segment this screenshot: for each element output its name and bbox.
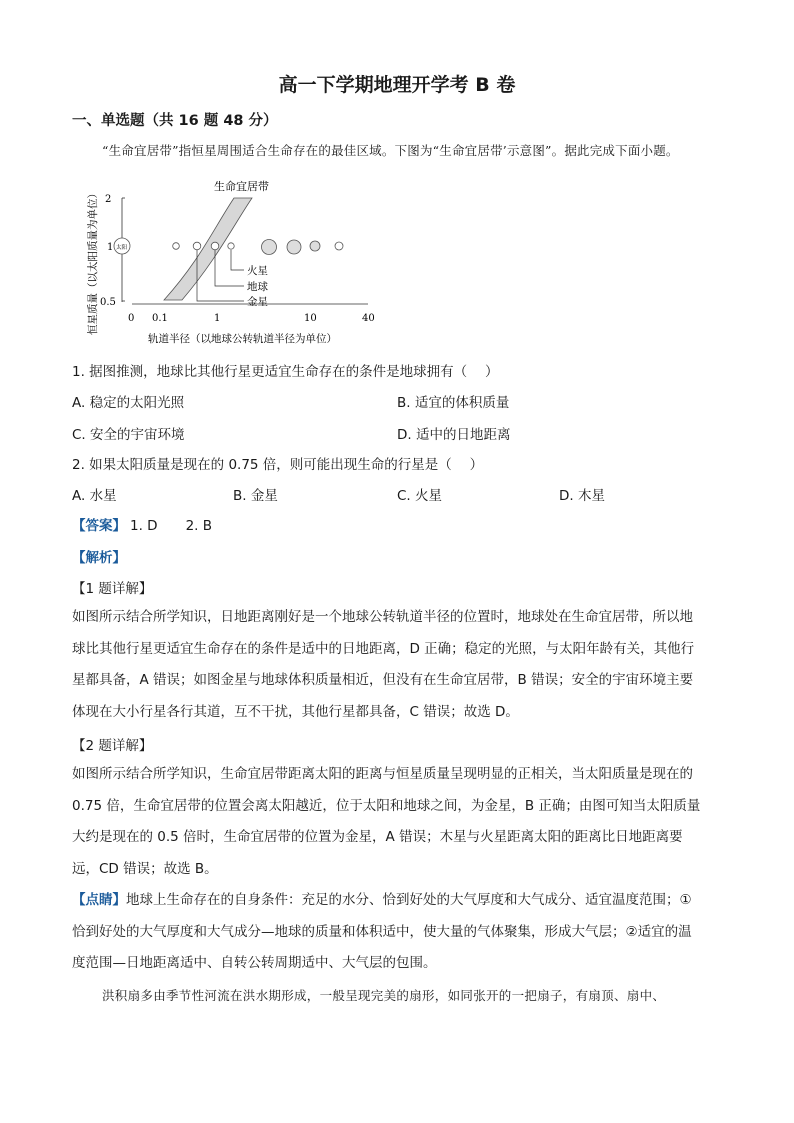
q1-option-c: C. 安全的宇宙环境 <box>72 427 185 443</box>
next-question-intro: 洪积扇多由季节性河流在洪水期形成，一般呈现完美的扇形，如同张开的一把扇子，有扇顶、扇中、 <box>102 988 666 1003</box>
paragraph-line: 大约是现在的 0.5 倍时，生命宜居带的位置为金星，A 错误；木星与火星距离太阳的距离比日地距离要 <box>72 829 683 845</box>
section-heading: 一、单选题（共 16 题 48 分） <box>72 113 278 129</box>
planet-earth <box>211 242 219 250</box>
answer-1: 1. D <box>130 518 158 534</box>
paragraph-line: 度范围—日地距离适中、自转公转周期适中、大气层的包围。 <box>72 955 437 971</box>
venus-label: 金星 <box>247 296 268 308</box>
question-1-stem: 1. 据图推测，地球比其他行星更适宜生命存在的条件是地球拥有（ ） <box>72 364 499 380</box>
question-2-stem: 2. 如果太阳质量是现在的 0.75 倍，则可能出现生命的行星是（ ） <box>72 457 484 473</box>
answer-line <box>72 514 212 534</box>
page-title: 高一下学期地理开学考 B 卷 <box>278 74 516 96</box>
detail-1-tag: 【1 题详解】 <box>72 581 153 597</box>
earth-leader <box>215 250 244 286</box>
q1-option-b: B. 适宜的体积质量 <box>397 395 510 411</box>
q1-option-a: A. 稳定的太阳光照 <box>72 395 185 411</box>
detail-2-paragraph <box>72 759 722 885</box>
planet-jupiter <box>262 240 277 255</box>
y-tick-label: 0.5 <box>100 297 116 308</box>
y-axis-label: 恒星质量（以太阳质量为单位） <box>87 188 99 335</box>
planet-neptune <box>335 242 343 250</box>
mars-leader <box>231 250 244 270</box>
paragraph-line <box>72 885 722 917</box>
analysis-tag: 【解析】 <box>72 550 126 566</box>
paragraph-line: 星都具备，A 错误；如图金星与地球体积质量相近，但没有在生命宜居带，B 错误；安全的宇宙环境主要 <box>72 672 694 688</box>
habitable-zone-label: 生命宜居带 <box>214 180 269 193</box>
x-axis-label: 轨道半径（以地球公转轨道半径为单位） <box>148 333 337 345</box>
planet-mercury <box>173 243 180 250</box>
paragraph-line: 如图所示结合所学知识，生命宜居带距离太阳的距离与恒星质量呈现明显的正相关，当太阳质量是现在的 <box>72 766 693 782</box>
detail-2-tag: 【2 题详解】 <box>72 738 153 754</box>
planet-mars <box>228 243 234 249</box>
paragraph-line: 恰到好处的大气厚度和大气成分—地球的质量和体积适中，使大量的气体聚集，形成大气层；②适宜的温 <box>72 923 692 940</box>
planet-uranus <box>310 241 320 251</box>
paragraph-line: 体现在大小行星各行其道，互不干扰，其他行星都具备，C 错误；故选 D。 <box>72 703 519 720</box>
x-tick-label: 1 <box>214 313 221 324</box>
sun-label: 太阳 <box>116 245 128 251</box>
answer-2: 2. B <box>185 518 213 534</box>
tip-line-1: 地球上生命存在的自身条件：充足的水分、恰到好处的大气厚度和大气成分、适宜温度范围；① <box>126 892 692 908</box>
x-tick-label: 40 <box>362 313 375 324</box>
tip-paragraph <box>72 885 722 980</box>
answer-tag: 【答案】 <box>72 518 126 534</box>
y-tick-label: 2 <box>105 194 112 205</box>
paragraph-line: 远，CD 错误；故选 B。 <box>72 860 218 877</box>
paragraph-line: 0.75 倍，生命宜居带的位置会离太阳越近，位于太阳和地球之间，为金星，B 正确；由图可知当太阳质量 <box>72 797 701 814</box>
earth-label: 地球 <box>247 281 268 293</box>
x-tick-label: 0.1 <box>152 313 168 324</box>
y-tick-label: 1 <box>107 242 114 253</box>
mars-label: 火星 <box>247 265 268 277</box>
q2-option-d: D. 木星 <box>559 488 605 504</box>
q2-option-b: B. 金星 <box>233 488 278 504</box>
q2-option-a: A. 水星 <box>72 488 117 504</box>
q2-option-c: C. 火星 <box>397 488 443 504</box>
paragraph-line: 球比其他行星更适宜生命存在的条件是适中的日地距离，D 正确；稳定的光照，与太阳年龄有关，其他行 <box>72 640 695 657</box>
tip-tag: 【点睛】 <box>72 892 126 908</box>
q1-option-d: D. 适中的日地距离 <box>397 427 511 443</box>
planet-saturn <box>287 240 301 254</box>
paragraph-line: 如图所示结合所学知识，日地距离刚好是一个地球公转轨道半径的位置时，地球处在生命宜居带，所以地 <box>72 609 693 625</box>
question-intro: “生命宜居带”指恒星周围适合生命存在的最佳区域。下图为“生命宜居带’示意图”。据此完成下面小题。 <box>102 143 679 158</box>
planet-venus <box>193 242 201 250</box>
x-tick-label: 10 <box>304 313 317 324</box>
habitable-zone-figure <box>82 170 382 345</box>
detail-1-paragraph <box>72 602 722 728</box>
x-tick-label: 0 <box>128 313 135 324</box>
